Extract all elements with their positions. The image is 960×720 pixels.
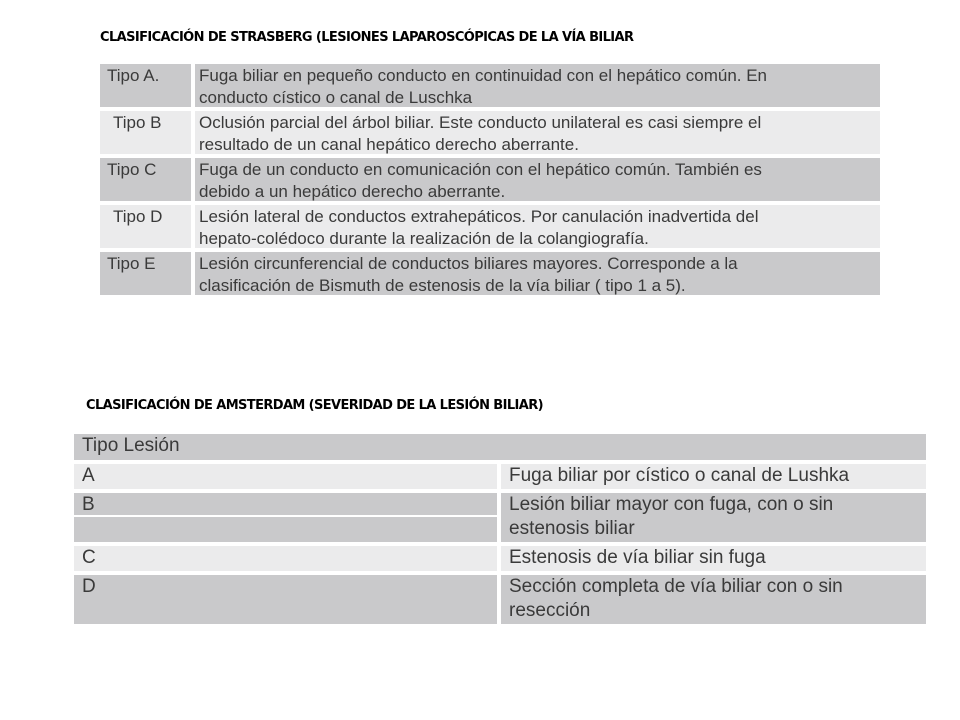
description-cell xyxy=(195,158,880,201)
description-cell xyxy=(501,546,926,571)
table-row xyxy=(74,575,926,624)
description-line: Sección completa de vía biliar con o sin xyxy=(509,576,843,597)
amsterdam-table xyxy=(74,434,926,628)
description-line: estenosis biliar xyxy=(509,518,635,539)
table-row xyxy=(100,158,880,201)
table-row xyxy=(74,464,926,489)
description-line: resección xyxy=(509,600,591,621)
strasberg-table xyxy=(100,64,880,299)
description-line: hepato-colédoco durante la realización de la colangiografía. xyxy=(199,229,649,248)
description-cell xyxy=(195,64,880,107)
type-cell: A xyxy=(74,464,497,489)
description-line: debido a un hepático derecho aberrante. xyxy=(199,182,506,201)
strasberg-title: CLASIFICACIÓN DE STRASBERG (LESIONES LAPAROSCÓPICAS DE LA VÍA BILIAR xyxy=(100,30,634,45)
description-cell xyxy=(195,205,880,248)
type-cell: Tipo A. xyxy=(100,64,191,107)
type-cell: D xyxy=(74,575,497,624)
description-cell xyxy=(195,252,880,295)
type-cell: Tipo E xyxy=(100,252,191,295)
description-line: resultado de un canal hepático derecho aberrante. xyxy=(199,135,579,154)
table-row xyxy=(100,252,880,295)
table-header: Tipo Lesión xyxy=(74,434,926,460)
description-cell xyxy=(195,111,880,154)
description-cell xyxy=(501,493,926,542)
type-cell: B xyxy=(74,493,497,542)
type-cell: Tipo C xyxy=(100,158,191,201)
description-line: Fuga biliar por cístico o canal de Lushka xyxy=(509,465,850,486)
description-line: Fuga de un conducto en comunicación con el hepático común. También es xyxy=(199,160,762,179)
description-line: Lesión lateral de conductos extrahepáticos. Por canulación inadvertida del xyxy=(199,207,759,226)
table-row xyxy=(100,205,880,248)
description-cell xyxy=(501,464,926,489)
type-cell: Tipo B xyxy=(100,111,191,154)
description-line: clasificación de Bismuth de estenosis de la vía biliar ( tipo 1 a 5). xyxy=(199,276,686,295)
type-cell: Tipo D xyxy=(100,205,191,248)
table-row xyxy=(100,111,880,154)
description-line: Lesión biliar mayor con fuga, con o sin xyxy=(509,494,834,515)
table-row xyxy=(100,64,880,107)
amsterdam-title: CLASIFICACIÓN DE AMSTERDAM (SEVERIDAD DE LA LESIÓN BILIAR) xyxy=(86,398,543,413)
type-cell: C xyxy=(74,546,497,571)
table-row xyxy=(74,546,926,571)
table-row xyxy=(74,493,926,542)
description-line: conducto cístico o canal de Luschka xyxy=(199,88,473,107)
description-line: Estenosis de vía biliar sin fuga xyxy=(509,547,766,568)
description-line: Lesión circunferencial de conductos biliares mayores. Corresponde a la xyxy=(199,254,738,273)
description-line: Fuga biliar en pequeño conducto en continuidad con el hepático común. En xyxy=(199,66,768,85)
description-cell xyxy=(501,575,926,624)
description-line: Oclusión parcial del árbol biliar. Este conducto unilateral es casi siempre el xyxy=(199,113,762,132)
